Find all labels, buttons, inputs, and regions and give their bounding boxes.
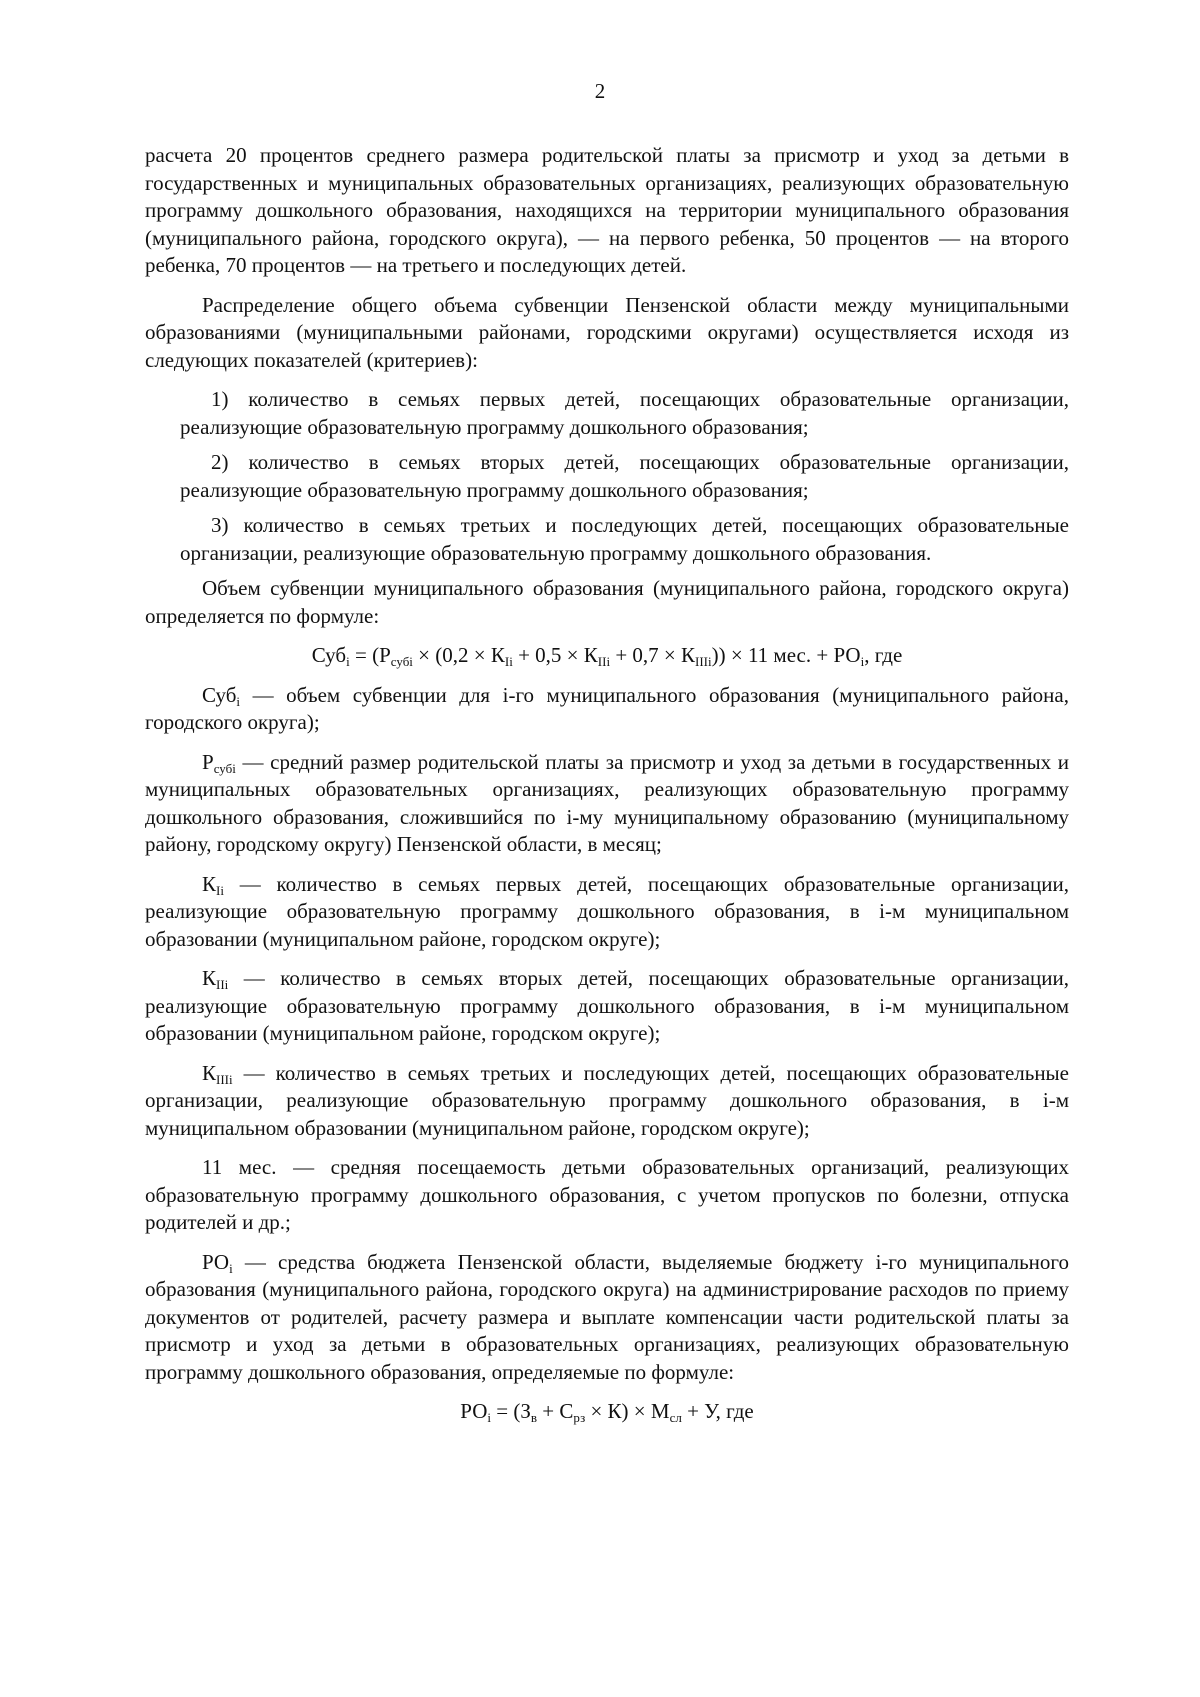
paragraph-distribution: Распределение общего объема субвенции Пензенской области между муниципальными образованиями (муниципальными районами, городскими округами) осуществляется исходя из следующих показателей (критериев): <box>145 292 1069 372</box>
definition-11-months: 11 мес. — средняя посещаемость детьми образовательных организаций, реализующих образовательную программу дошкольного образования, с учетом пропусков по болезни, отпуска родителей и др.; <box>145 1155 1069 1234</box>
formula-ro: $РО_i = (З_в + С_{рз} \times К) \times М_{сл} + У$, где <box>460 1399 754 1425</box>
paragraph-intro: расчета 20 процентов среднего размера родительской платы за присмотр и уход за детьми в государственных и муниципальных образовательных организациях, реализующих образовательную программу дошкольного образования, находящихся на территории муниципального образования (муниципального района, городского округа), — на первого ребенка, 50 процентов — на второго ребенка, 70 процентов — на третьего и последующих детей. <box>145 143 1069 277</box>
criterion-1: 1) количество в семьях первых детей, посещающих образовательные организации, реализующие образовательную программу дошкольного образования; <box>180 387 1069 439</box>
definition-sub: Суб$_i$ — объем субвенции для i-го муниципального образования (муниципального района, городского округа); <box>145 682 1069 734</box>
definition-k1: $К_{Ii}$ — количество в семьях первых детей, посещающих образовательные организации, реализующие образовательную программу дошкольного образования, в i-м муниципальном образовании (муниципальном районе, городском округе); <box>145 871 1069 951</box>
definition-k3: $К_{IIIi}$ — количество в семьях третьих и последующих детей, посещающих образовательные организации, реализующие образовательную программу дошкольного образования, в i-м муниципальном образовании (муниципальном районе, городском округе); <box>145 1060 1069 1140</box>
paragraph-volume: Объем субвенции муниципального образования (муниципального района, городского округа) определяется по формуле: <box>145 576 1069 628</box>
document-body <box>145 142 1069 1438</box>
criterion-3: 3) количество в семьях третьих и последующих детей, посещающих образовательные организации, реализующие образовательную программу дошкольного образования. <box>180 513 1069 565</box>
definition-psub: $Р_{субi}$ — средний размер родительской платы за присмотр и уход за детьми в государственных и муниципальных образовательных организациях, реализующих образовательную программу дошкольного образования, сложившийся по i-му муниципальному образованию (муниципальному району, городскому округу) Пензенской области, в месяц; <box>145 749 1070 856</box>
page-number: 2 <box>594 79 606 103</box>
formula-subvention: $Суб_i = (Р_{субi} \times (0,2 \times К_{Ii} + 0,5 \times К_{IIi} + 0,7 \times К_{IIIi})) \times 11$ мес. + $РО_i$, где <box>311 643 903 669</box>
definition-ro: $РО_i$ — средства бюджета Пензенской области, выделяемые бюджету i-го муниципального образования (муниципального района, городского округа) на администрирование расходов по приему документов от родителей, расчету размера и выплате компенсации части родительской платы за присмотр и уход за детьми в образовательных организациях, реализующих образовательную программу дошкольного образования, определяемые по формуле: <box>145 1249 1070 1384</box>
definition-k2: $К_{IIi}$ — количество в семьях вторых детей, посещающих образовательные организации, реализующие образовательную программу дошкольного образования, в i-м муниципальном образовании (муниципальном районе, городском округе); <box>145 966 1070 1045</box>
criterion-2: 2) количество в семьях вторых детей, посещающих образовательные организации, реализующие образовательную программу дошкольного образования; <box>180 450 1069 502</box>
